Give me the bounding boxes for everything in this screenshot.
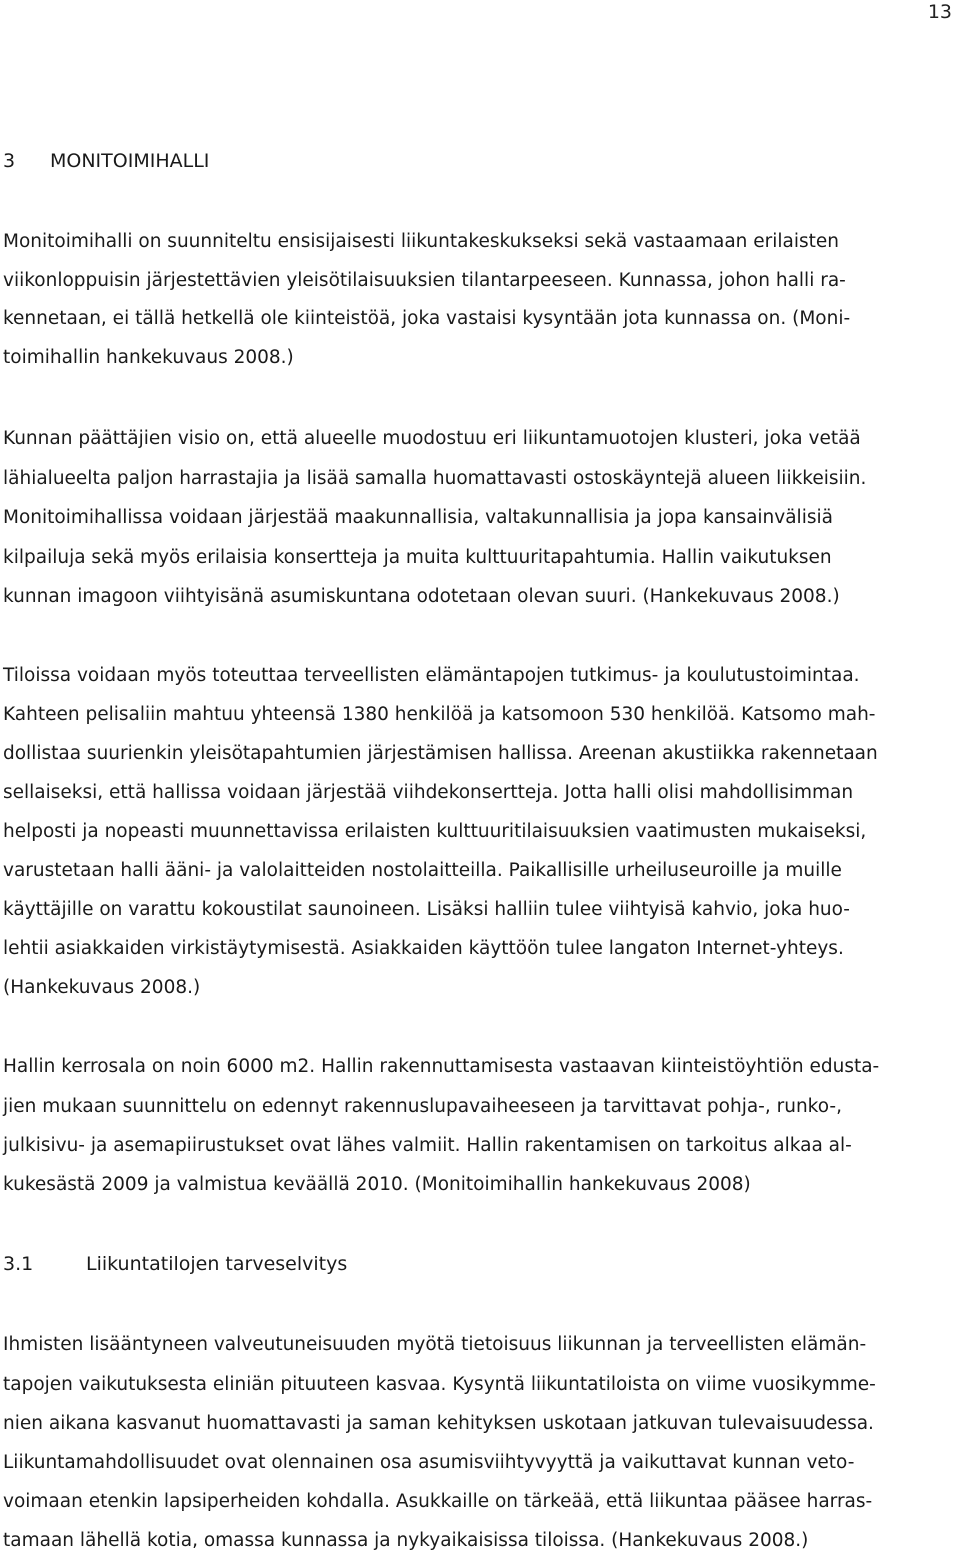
paragraph-line: tapojen vaikutuksesta eliniän pituuteen kasvaa. Kysyntä liikuntatiloista on viime vuosikymme- <box>3 1374 876 1395</box>
paragraph-line: kennetaan, ei tällä hetkellä ole kiinteistöä, joka vastaisi kysyntään jota kunnassa on. (Moni- <box>3 308 851 329</box>
paragraph-line: Ihmisten lisääntyneen valveutuneisuuden myötä tietoisuus liikunnan ja terveellisten elämän- <box>3 1334 867 1355</box>
subsection-heading <box>3 1252 348 1276</box>
paragraph-line: lehtii asiakkaiden virkistäytymisestä. Asiakkaiden käyttöön tulee langaton Internet-yhteys. <box>3 938 844 959</box>
paragraph-line: kunnan imagoon viihtyisänä asumiskuntana odotetaan olevan suuri. (Hankekuvaus 2008.) <box>3 586 840 607</box>
paragraph-line: kukesästä 2009 ja valmistua keväällä 2010. (Monitoimihallin hankekuvaus 2008) <box>3 1174 751 1195</box>
paragraph-line: Kunnan päättäjien visio on, että alueelle muodostuu eri liikuntamuotojen klusteri, joka vetää <box>3 428 861 449</box>
page-number: 13 <box>927 1 952 23</box>
paragraph-line: voimaan etenkin lapsiperheiden kohdalla. Asukkaille on tärkeää, että liikuntaa pääsee harras- <box>3 1491 873 1512</box>
paragraph-line: käyttäjille on varattu kokoustilat saunoineen. Lisäksi halliin tulee viihtyisä kahvio, joka huo- <box>3 899 850 920</box>
paragraph-line: lähialueelta paljon harrastajia ja lisää samalla huomattavasti ostoskäyntejä alueen liikkeisiin. <box>3 468 867 489</box>
paragraph-line: dollistaa suurienkin yleisötapahtumien järjestämisen hallissa. Areenan akustiikka rakennetaan <box>3 743 878 764</box>
subsection-title: Liikuntatilojen tarveselvitys <box>86 1253 348 1275</box>
paragraph-line: viikonloppuisin järjestettävien yleisötilaisuuksien tilantarpeeseen. Kunnassa, johon halli ra- <box>3 270 846 291</box>
paragraph-line: Hallin kerrosala on noin 6000 m2. Hallin rakennuttamisesta vastaavan kiinteistöyhtiön edusta- <box>3 1056 880 1077</box>
paragraph-line: tamaan lähellä kotia, omassa kunnassa ja nykyaikaisissa tiloissa. (Hankekuvaus 2008.) <box>3 1530 809 1551</box>
paragraph-line: Kahteen pelisaliin mahtuu yhteensä 1380 henkilöä ja katsomoon 530 henkilöä. Katsomo mah- <box>3 704 876 725</box>
paragraph-line: toimihallin hankekuvaus 2008.) <box>3 347 294 368</box>
paragraph-line: julkisivu- ja asemapiirustukset ovat lähes valmiit. Hallin rakentamisen on tarkoitus alkaa al- <box>3 1135 852 1156</box>
paragraph-line: kilpailuja sekä myös erilaisia konsertteja ja muita kulttuuritapahtumia. Hallin vaikutuksen <box>3 547 832 568</box>
paragraph-line: Liikuntamahdollisuudet ovat olennainen osa asumisviihtyvyyttä ja vaikuttavat kunnan veto- <box>3 1452 855 1473</box>
paragraph-line: (Hankekuvaus 2008.) <box>3 977 201 998</box>
paragraph-line: jien mukaan suunnittelu on edennyt rakennuslupavaiheeseen ja tarvittavat pohja-, runko-, <box>3 1096 842 1117</box>
paragraph-line: Monitoimihallissa voidaan järjestää maakunnallisia, valtakunnallisia ja jopa kansainvälisiä <box>3 507 833 528</box>
paragraph-line: helposti ja nopeasti muunnettavissa erilaisten kulttuuritilaisuuksien vaatimusten mukaiseksi, <box>3 821 867 842</box>
paragraph-line: nien aikana kasvanut huomattavasti ja saman kehityksen uskotaan jatkuvan tulevaisuudessa. <box>3 1413 874 1434</box>
paragraph-line: varustetaan halli ääni- ja valolaitteiden nostolaitteilla. Paikallisille urheiluseuroille ja muille <box>3 860 842 881</box>
section-title: MONITOIMIHALLI <box>50 150 210 172</box>
section-number: 3 <box>3 150 16 172</box>
paragraph-line: Tiloissa voidaan myös toteuttaa terveellisten elämäntapojen tutkimus- ja koulutustoimintaa. <box>3 665 860 686</box>
paragraph-line: sellaiseksi, että hallissa voidaan järjestää viihdekonsertteja. Jotta halli olisi mahdollisimman <box>3 782 854 803</box>
paragraph-line: Monitoimihalli on suunniteltu ensisijaisesti liikuntakeskukseksi sekä vastaamaan erilaisten <box>3 231 840 252</box>
subsection-number: 3.1 <box>3 1253 34 1275</box>
section-heading <box>3 149 210 173</box>
